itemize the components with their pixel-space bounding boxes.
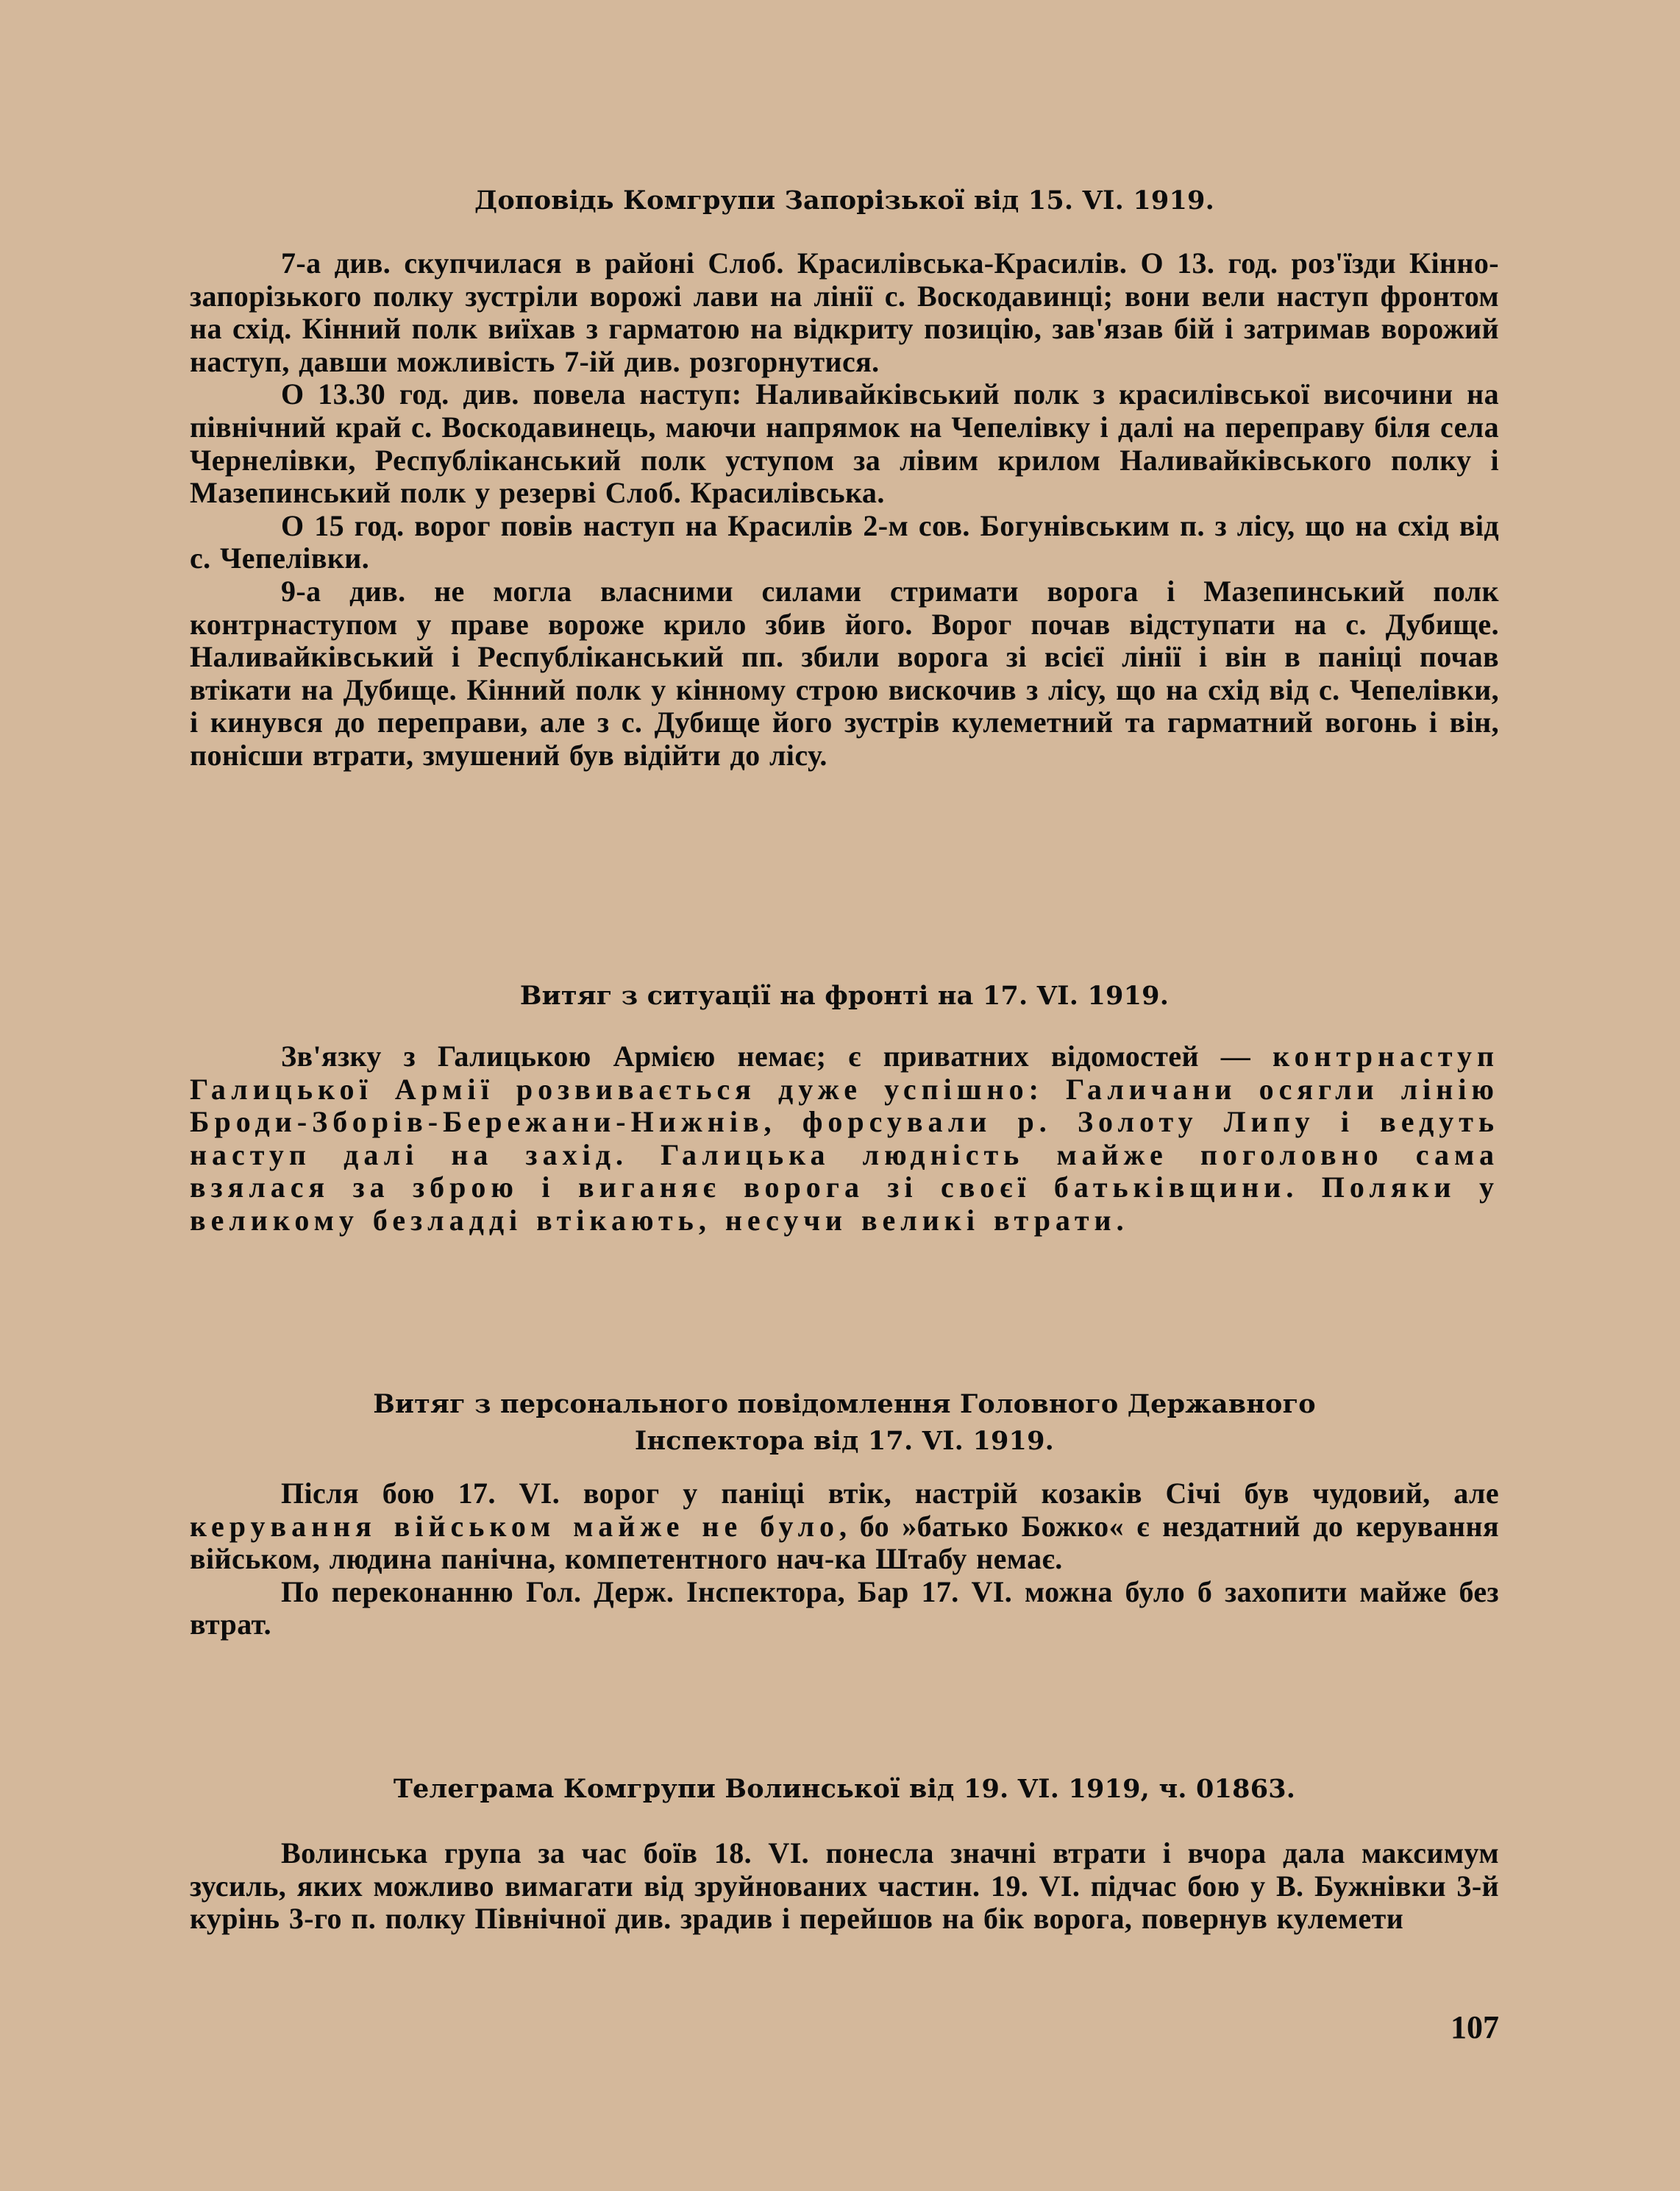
document-page	[190, 0, 1499, 2191]
spaced-emphasis-text: керування військом майже не було	[190, 1509, 840, 1543]
section-heading: Телеграма Комгрупи Волинської від 19. VI. 1919, ч. 01863.	[393, 1774, 1296, 1804]
heading-line: Витяг з персонального повідомлення Головного Державного	[373, 1389, 1316, 1419]
spaced-emphasis-text: контрнаступ Галицької Армії розвивається дуже успішно: Галичани осягли лінію Броди-Зборів-Бережани-Нижнів, форсували р. Золоту Липу і ведуть наступ далі на захід. Галицька людність майже поголовно сама взялася за зброю і виганяє ворога зі своєї батьківщини. Поляки у великому безладді втікають, несучи великі втрати.	[190, 1040, 1499, 1237]
heading-line: Інспектора від 17. VI. 1919.	[634, 1426, 1055, 1456]
page-number: 107	[1451, 2009, 1499, 2045]
paragraph: 7-а див. скупчилася в районі Слоб. Красилівська-Красилів. О 13. год. роз'їзди Кінно-запорізького полку зустріли ворожі лави на лінії с. Воскодавинці; вони вели наступ фронтом на схід. Кінний полк виїхав з гарматою на відкриту позицію, зав'язав бій і затримав ворожий наступ, давши можливість 7-ій див. розгорнутися.	[190, 246, 1499, 378]
paragraph-text: , бо »батько Божко« є нездатний до керування військом, людина панічна, компетентного нач-ка Штабу немає.	[190, 1509, 1499, 1576]
paragraph: По переконанню Гол. Держ. Інспектора, Бар 17. VI. можна було б захопити майже без втрат.	[190, 1574, 1499, 1641]
section-heading	[190, 1386, 1499, 1460]
front-situation-excerpt	[190, 978, 1499, 1237]
paragraph	[190, 1477, 1499, 1576]
paragraph: О 15 год. ворог повів наступ на Красилів 2-м сов. Богунівським п. з лісу, що на схід від с. Чепелівки.	[190, 508, 1499, 575]
paragraph: Волинська група за час боїв 18. VI. понесла значні втрати і вчора дала максимум зусиль, яких можливо вимагати від зруйнованих частин. 19. VI. підчас бою у В. Бужнівки 3-й курінь 3-го п. полку Північної див. зрадив і перейшов на бік ворога, повернув кулемети	[190, 1836, 1499, 1936]
paragraph-text: Після бою 17. VI. ворог у паніці втік, настрій козаків Січі був чудовий, але	[281, 1477, 1499, 1510]
section-heading: Витяг з ситуації на фронті на 17. VI. 1919.	[519, 981, 1170, 1011]
paragraph: 9-а див. не могла власними силами стримати ворога і Мазепинський полк контрнаступом у праве вороже крило збив його. Ворог почав відступати на с. Дубище. Наливайківський і Республіканський пп. збили ворога зі всієї лінії і він в паніці почав втікати на Дубище. Кінний полк у кінному строю вискочив з лісу, що на схід від с. Чепелівки, і кинувся до переправи, але з с. Дубище його зустрів кулеметний та гарматний вогонь і він, понісши втрати, змушений був відійти до лісу.	[190, 574, 1499, 772]
paragraph: О 13.30 год. див. повела наступ: Наливайківський полк з красилівської височини на північний край с. Воскодавинець, маючи напрямок на Чепелівку і далі на переправу біля села Чернелівки, Республіканський полк уступом за лівим крилом Наливайківського полку і Мазепинський полк у резерві Слоб. Красилівська.	[190, 377, 1499, 510]
paragraph	[190, 1040, 1499, 1237]
volynska-telegram	[190, 1771, 1499, 1936]
paragraph-text: Зв'язку з Галицькою Армією немає; є приватних відомостей —	[281, 1040, 1273, 1073]
section-heading: Доповідь Комгрупи Запорізької від 15. VI. 1919.	[474, 185, 1214, 216]
inspector-report-excerpt	[190, 1386, 1499, 1641]
report-zaporizka	[190, 182, 1499, 773]
